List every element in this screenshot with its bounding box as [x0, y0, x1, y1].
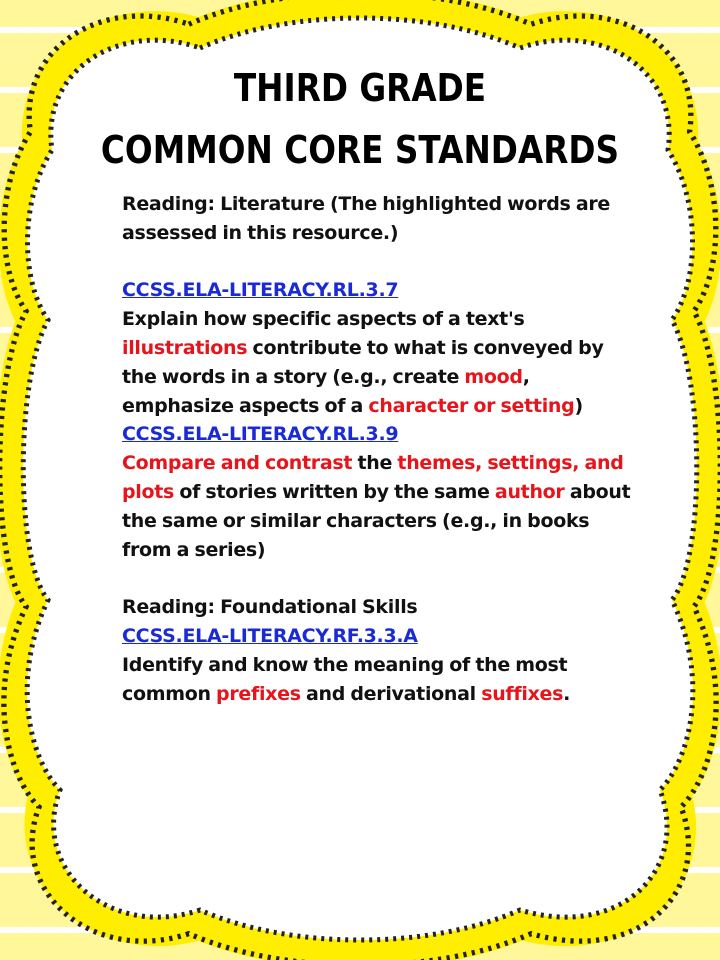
standard-rl-3-7-link[interactable]: CCSS.ELA-LITERACY.RL.3.7 — [122, 279, 399, 302]
highlight-themes-settings: themes, settings, and — [397, 452, 624, 475]
spacer — [122, 564, 622, 593]
text-segment: common — [122, 682, 217, 705]
standards-content — [122, 190, 631, 708]
literature-heading-line-1: Reading: Literature (The highlighted words are — [122, 193, 611, 215]
title-line-2: COMMON CORE STANDARDS — [100, 128, 620, 172]
highlight-compare-and-contrast: Compare and contrast — [122, 452, 353, 475]
standard-rf-3-3-a-text-line-2 — [122, 680, 622, 709]
text-segment: the words in a story (e.g., create — [122, 365, 465, 388]
highlight-plots: plots — [122, 480, 175, 503]
highlight-author: author — [494, 480, 565, 503]
text-segment: , — [522, 365, 530, 388]
standard-rl-3-9-text-line-3: the same or similar characters (e.g., in books — [122, 509, 590, 532]
standard-rl-3-9-link-line — [122, 420, 622, 449]
standard-rl-3-7-text-line-4 — [122, 392, 622, 421]
highlight-character-or-setting: character or setting — [368, 394, 575, 417]
title-line-1: THIRD GRADE — [233, 66, 487, 110]
standard-rl-3-7-text-line-3 — [122, 363, 622, 392]
foundational-heading: Reading: Foundational Skills — [122, 596, 418, 619]
standard-rl-3-7-text-line-1: Explain how specific aspects of a text's — [122, 308, 525, 331]
text-segment: of stories written by the same — [174, 480, 495, 503]
text-segment: contribute to what is conveyed by — [247, 336, 604, 359]
standard-rl-3-9-text-line-1 — [122, 449, 622, 478]
text-segment: the — [352, 452, 398, 475]
text-segment: and derivational — [300, 682, 482, 705]
standard-rl-3-9-link[interactable]: CCSS.ELA-LITERACY.RL.3.9 — [122, 423, 399, 446]
text-segment: about — [564, 480, 631, 503]
highlight-mood: mood — [464, 365, 523, 388]
literature-heading-line-2: assessed in this resource.) — [122, 221, 399, 244]
text-segment: . — [563, 682, 571, 705]
standard-rl-3-9-text-line-2 — [122, 478, 631, 507]
highlight-illustrations: illustrations — [122, 336, 248, 359]
standard-rl-3-7-link-line — [122, 276, 622, 305]
text-segment: ) — [574, 394, 583, 417]
standard-rf-3-3-a-text-line-1: Identify and know the meaning of the most — [122, 653, 568, 676]
standard-rf-3-3-a-link[interactable]: CCSS.ELA-LITERACY.RF.3.3.A — [122, 624, 418, 647]
text-segment: emphasize aspects of a — [122, 394, 369, 417]
spacer — [122, 248, 622, 277]
standard-rl-3-7-text-line-2 — [122, 334, 622, 363]
highlight-suffixes: suffixes — [481, 682, 564, 705]
standard-rf-3-3-a-link-line — [122, 622, 622, 651]
standard-rl-3-9-text-line-4: from a series) — [122, 538, 266, 561]
highlight-prefixes: prefixes — [216, 682, 301, 705]
